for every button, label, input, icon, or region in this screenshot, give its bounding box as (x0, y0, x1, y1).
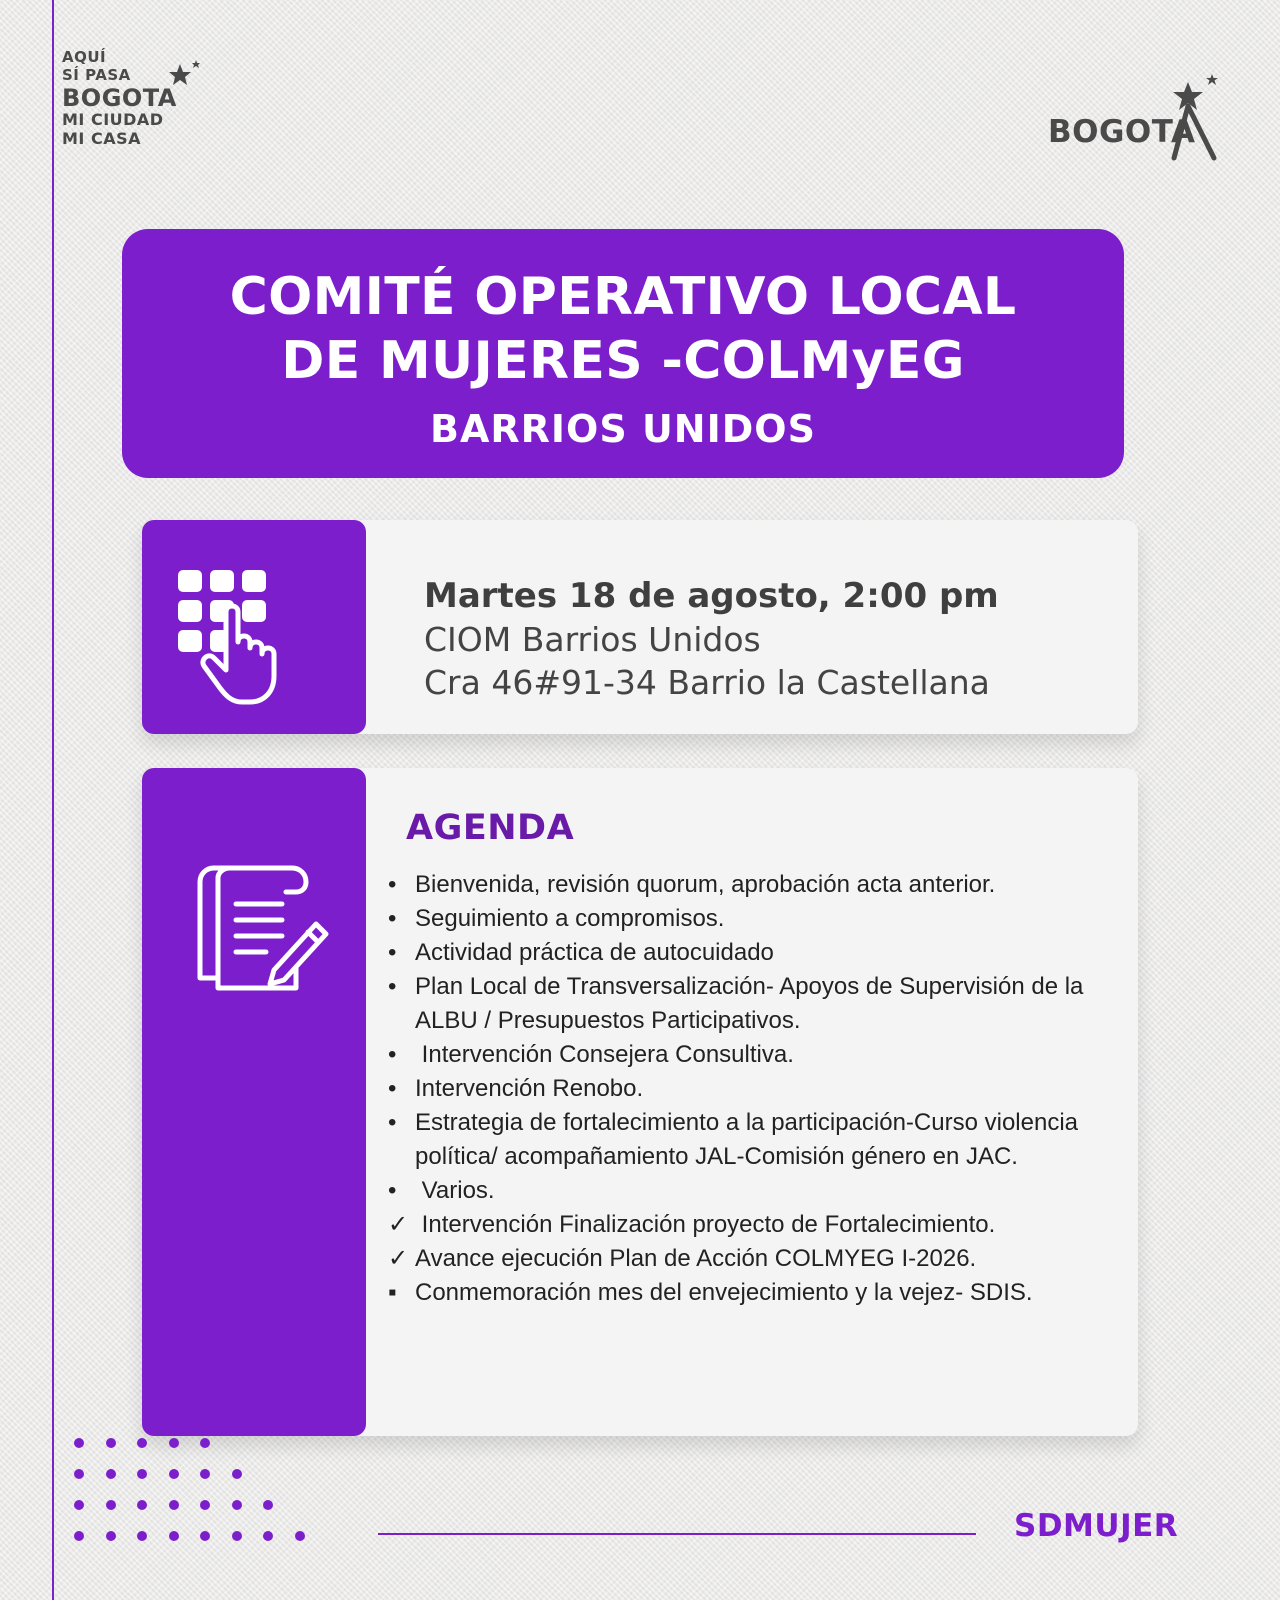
event-date-time: Martes 18 de agosto, 2:00 pm (424, 576, 999, 616)
agenda-item-text: Varios. (415, 1177, 495, 1204)
agenda-item-text: Conmemoración mes del envejecimiento y la vejez- SDIS. (415, 1279, 1033, 1306)
decorative-dot (232, 1469, 242, 1479)
aqui-si-pasa-bogota-logo (62, 50, 177, 150)
agenda-item-marker: ▪ (388, 1279, 397, 1306)
agenda-title: AGENDA (406, 808, 575, 848)
decorative-dot (263, 1531, 273, 1541)
logo-line-bogota: BOGOTA (62, 84, 177, 112)
decorative-dot (232, 1500, 242, 1510)
decorative-dot (200, 1438, 210, 1448)
agenda-item-marker: ✓ (388, 1211, 409, 1238)
bogota-star-icon (1166, 72, 1226, 162)
decorative-dot (137, 1438, 147, 1448)
agenda-item-text: Intervención Renobo. (415, 1075, 644, 1102)
event-details (424, 574, 999, 704)
decorative-dot (232, 1531, 242, 1541)
decorative-dot (106, 1469, 116, 1479)
agenda-item-text: Intervención Consejera Consultiva. (415, 1041, 794, 1068)
agenda-item (388, 1208, 1132, 1242)
decorative-dot (200, 1531, 210, 1541)
decorative-dot (295, 1531, 305, 1541)
touch-keypad-icon (174, 568, 304, 708)
bogota-logo (1048, 72, 1223, 162)
logo-line-mi-casa: MI CASA (62, 129, 141, 148)
agenda-item (388, 1276, 1132, 1310)
decorative-dot (169, 1500, 179, 1510)
decorative-dot (263, 1500, 273, 1510)
decorative-dot (169, 1531, 179, 1541)
agenda-item-text: Bienvenida, revisión quorum, aprobación acta anterior. (415, 871, 996, 898)
agenda-item-marker: • (388, 1075, 397, 1102)
left-vertical-rule (52, 0, 54, 1600)
logo-line-aqui: AQUÍ (62, 48, 107, 66)
agenda-item-marker: • (388, 871, 397, 898)
decorative-dot (137, 1531, 147, 1541)
title-banner (122, 229, 1124, 478)
decorative-dot (74, 1469, 84, 1479)
agenda-item-text: Plan Local de Transversalización- Apoyos de Supervisión de la ALBU / Presupuestos Participativos. (415, 973, 1089, 1034)
agenda-item (388, 1242, 1132, 1276)
agenda-item (388, 1072, 1132, 1106)
event-address: Cra 46#91-34 Barrio la Castellana (424, 663, 990, 702)
agenda-item (388, 970, 1132, 1038)
sdmujer-logo: SDMUJER (1014, 1508, 1179, 1544)
decorative-dot (200, 1500, 210, 1510)
agenda-item-marker: • (388, 1177, 397, 1204)
agenda-item-marker: • (388, 1109, 397, 1136)
event-place: CIOM Barrios Unidos (424, 620, 761, 659)
bogota-logo-text: BOGOTA (1048, 114, 1196, 150)
agenda-item-marker: ✓ (388, 1245, 409, 1272)
agenda-item (388, 1174, 1132, 1208)
logo-star-icon (166, 58, 206, 98)
agenda-item-text: Seguimiento a compromisos. (415, 905, 725, 932)
decorative-dot (137, 1500, 147, 1510)
decorative-dot (200, 1469, 210, 1479)
page-subtitle: BARRIOS UNIDOS (430, 407, 816, 451)
agenda-item-marker: • (388, 905, 397, 932)
agenda-item (388, 936, 1132, 970)
agenda-item-marker: • (388, 1041, 397, 1068)
decorative-dot (106, 1531, 116, 1541)
agenda-card-sidebar (142, 768, 366, 1436)
logo-line-si-pasa: SÍ PASA (62, 66, 131, 84)
decorative-dot (106, 1438, 116, 1448)
footer-rule (378, 1533, 976, 1535)
decorative-dot (74, 1500, 84, 1510)
agenda-item-marker: • (388, 939, 397, 966)
decorative-dot (137, 1469, 147, 1479)
agenda-item (388, 868, 1132, 902)
event-card-sidebar (142, 520, 366, 734)
document-pencil-icon (196, 858, 332, 994)
page-title (122, 265, 1124, 393)
agenda-item-text: Actividad práctica de autocuidado (415, 939, 774, 966)
decorative-dot (74, 1438, 84, 1448)
title-line-1: COMITÉ OPERATIVO LOCAL (229, 267, 1017, 327)
title-line-2: DE MUJERES -COLMyEG (281, 331, 965, 391)
decorative-dot (106, 1500, 116, 1510)
agenda-item (388, 1038, 1132, 1072)
decorative-dot (169, 1469, 179, 1479)
agenda-item-marker: • (388, 973, 397, 1000)
agenda-item-text: Avance ejecución Plan de Acción COLMYEG I-2026. (415, 1245, 977, 1272)
agenda-item-text: Estrategia de fortalecimiento a la participación-Curso violencia política/ acompañamiento JAL-Comisión género en JAC. (415, 1109, 1085, 1170)
logo-line-mi-ciudad: MI CIUDAD (62, 110, 164, 129)
agenda-item-text: Intervención Finalización proyecto de Fortalecimiento. (415, 1211, 996, 1238)
decorative-dot (74, 1531, 84, 1541)
agenda-item (388, 1106, 1132, 1174)
agenda-list (388, 868, 1132, 1310)
agenda-item (388, 902, 1132, 936)
decorative-dot (169, 1438, 179, 1448)
